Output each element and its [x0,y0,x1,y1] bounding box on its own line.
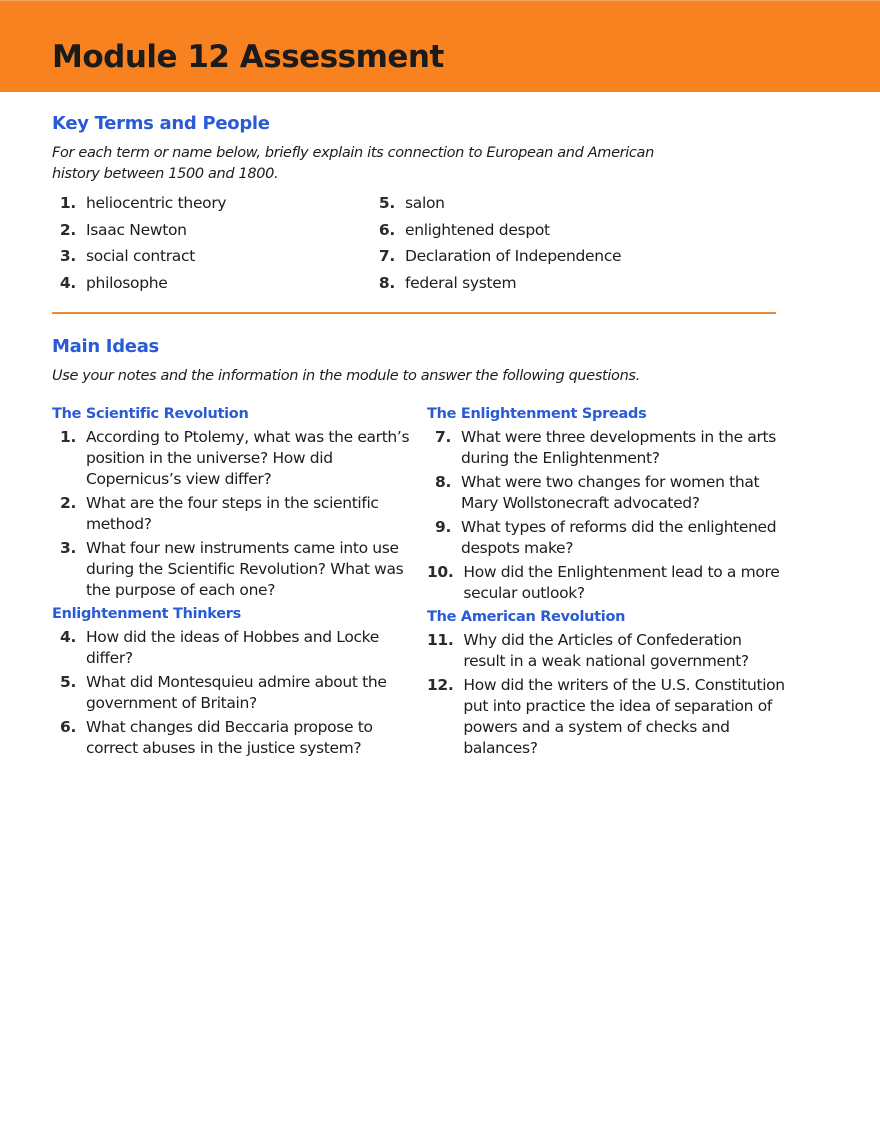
question-number: 4. [60,627,76,646]
question-text: According to Ptolemy, what was the earth’s position in the universe? How did Copernicus’s view differ? [86,428,410,488]
key-term-number: 6. [378,220,395,239]
question-item [52,672,412,714]
question-text: Why did the Articles of Confederation result in a weak national government? [463,631,749,671]
question-number: 7. [435,428,451,446]
question-number: 1. [60,428,76,446]
key-term-item [52,217,226,244]
key-term-text: social contract [86,247,195,266]
key-term-number: 5. [378,194,395,212]
key-term-text: heliocentric theory [86,194,227,212]
question-text: What were two changes for women that Mary Wollstonecraft advocated? [461,473,760,512]
question-item [52,717,412,759]
question-group-enlightenment-thinkers [52,604,412,759]
key-terms-list-right [371,190,621,296]
key-term-item [371,270,621,297]
question-number: 8. [435,473,451,492]
key-term-text: enlightened despot [405,220,550,239]
group-title: The American Revolution [427,609,626,626]
main-ideas-instruction: Use your notes and the information in the module to answer the following questions. [52,368,640,384]
question-text: What changes did Beccaria propose to correct abuses in the justice system? [86,718,373,757]
key-term-text: philosophe [86,273,168,292]
question-group-american-revolution [427,607,787,758]
page-header [0,0,880,92]
question-number: 9. [435,518,451,537]
key-terms-instruction-line-2: history between 1500 and 1800. [52,166,279,182]
question-item [427,517,787,559]
question-number: 5. [60,672,76,691]
key-term-text: salon [405,194,445,212]
question-text: What are the four steps in the scientific method? [86,493,379,533]
question-number: 10. [427,563,454,582]
question-number: 3. [60,538,76,557]
key-term-number: 3. [59,247,76,266]
question-item [52,538,412,600]
question-item [427,562,787,604]
main-ideas-left-column [52,404,412,762]
question-number: 2. [60,493,76,512]
question-text: What four new instruments came into use during the Scientific Revolution? What was the purpose of each one? [86,538,404,599]
key-term-item [52,190,226,217]
question-text: How did the writers of the U.S. Constitution put into practice the idea of separation of powers and a system of checks and balances? [463,676,785,757]
key-term-item [371,243,621,270]
key-term-text: federal system [405,273,517,292]
question-text: What did Montesquieu admire about the government of Britain? [86,672,387,712]
question-text: What types of reforms did the enlightened despots make? [461,518,777,557]
page-title: Module 12 Assessment [52,39,444,75]
question-item [427,675,787,758]
key-term-number: 2. [59,220,76,239]
main-ideas-heading: Main Ideas [52,336,159,357]
question-text: How did the Enlightenment lead to a more secular outlook? [463,563,780,603]
group-title: The Scientific Revolution [52,406,249,422]
question-item [52,427,412,489]
question-item [52,627,412,669]
question-group-enlightenment-spreads [427,404,787,604]
question-number: 12. [427,676,454,695]
group-title: The Enlightenment Spreads [427,406,647,422]
key-terms-heading: Key Terms and People [52,113,270,134]
key-terms-instruction [52,143,654,185]
key-term-text: Declaration of Independence [405,247,622,266]
key-term-item [371,217,621,244]
key-term-item [52,270,226,297]
group-title: Enlightenment Thinkers [52,605,241,622]
question-item [427,427,787,469]
key-term-number: 7. [378,247,395,266]
question-group-scientific-revolution [52,404,412,600]
question-text: How did the ideas of Hobbes and Locke differ? [86,627,379,667]
key-terms-list-left [52,190,226,296]
key-term-number: 8. [378,273,395,292]
key-term-item [371,190,621,217]
question-text: What were three developments in the arts during the Enlightenment? [461,428,776,467]
main-ideas-right-column [427,404,787,762]
question-item [427,472,787,514]
question-number: 11. [427,631,454,650]
key-terms-instruction-line-1: For each term or name below, briefly explain its connection to European and American [52,145,654,161]
question-item [52,493,412,535]
key-term-text: Isaac Newton [86,220,187,239]
key-term-number: 4. [59,273,76,292]
key-term-item [52,243,226,270]
question-item [427,630,787,672]
key-term-number: 1. [59,194,76,212]
question-number: 6. [60,718,76,737]
section-divider [52,312,776,314]
